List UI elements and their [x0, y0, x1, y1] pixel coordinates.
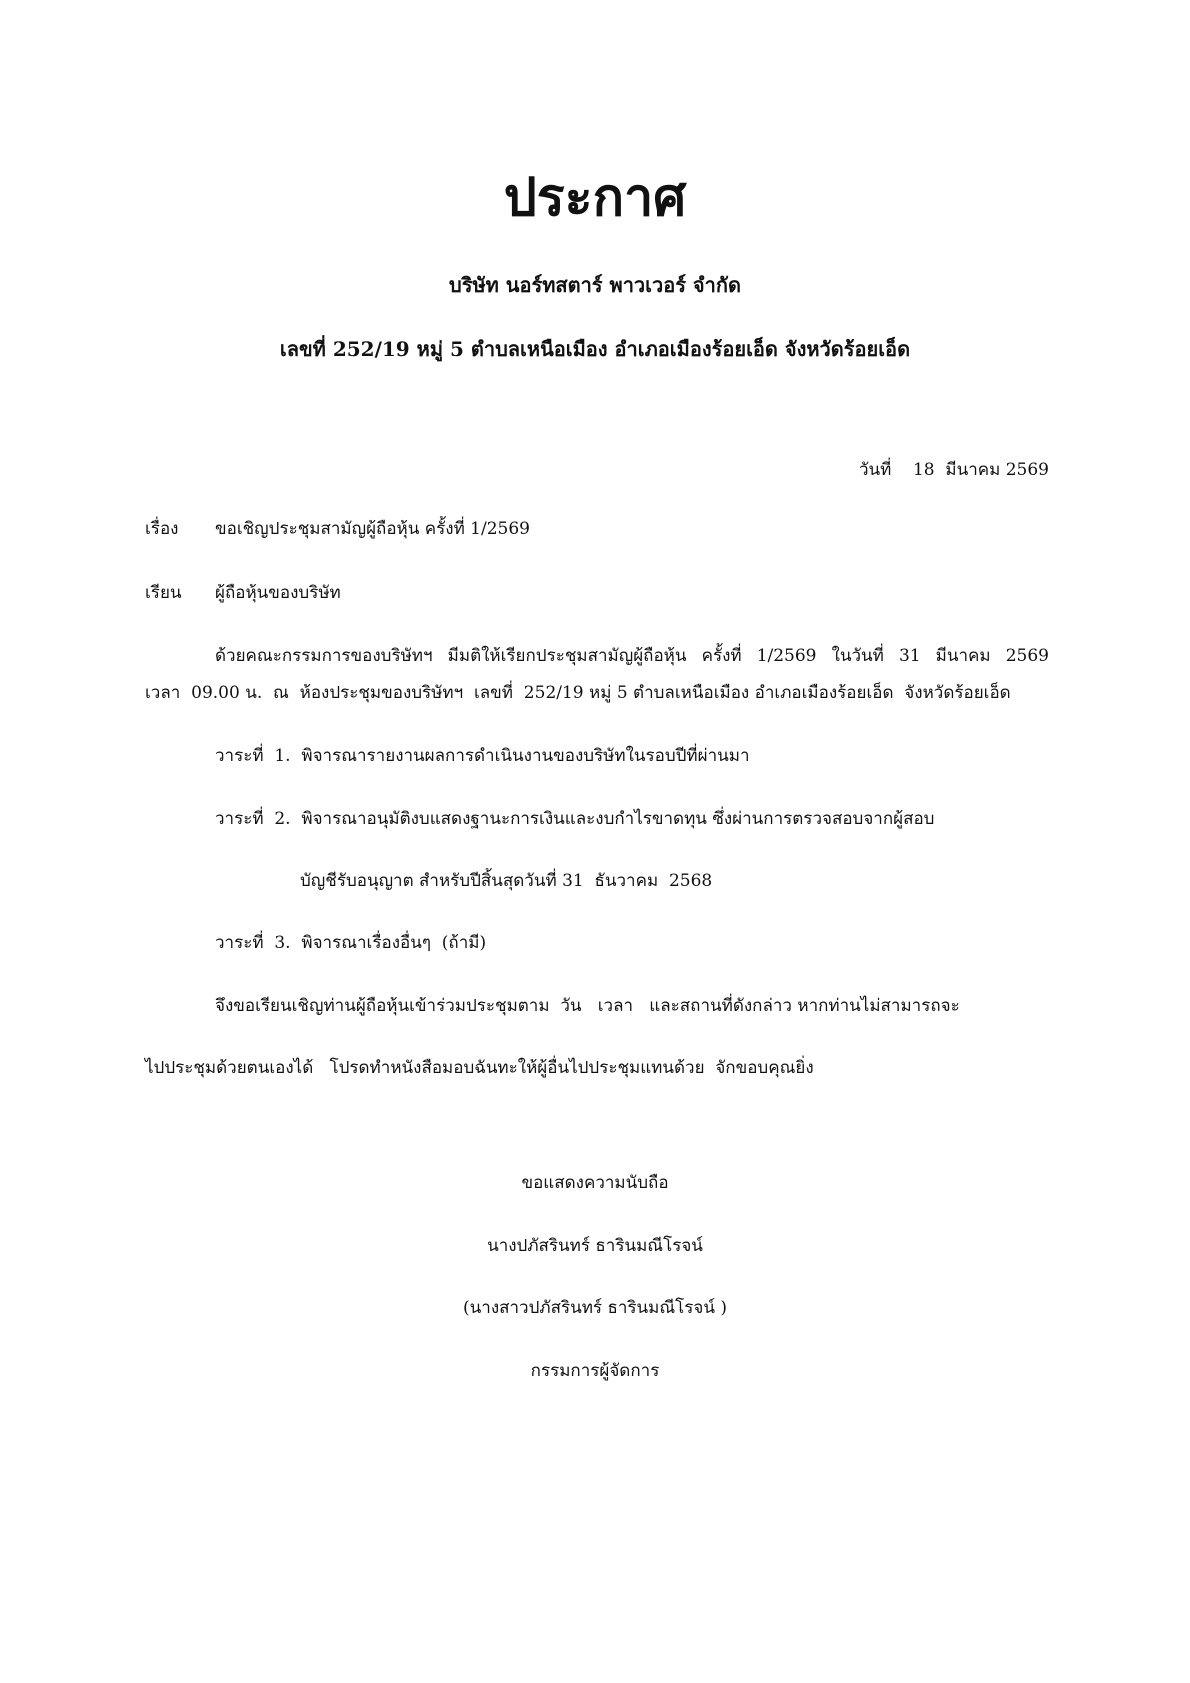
- intro-word: 31: [898, 646, 921, 666]
- signature-regards: ขอแสดงความนับถือ: [521, 1173, 669, 1193]
- document-date: วันที่ 18 มีนาคม 2569: [858, 460, 1049, 480]
- signature-position: กรรมการผู้จัดการ: [530, 1361, 660, 1381]
- signature-full-name: (นางสาวปภัสรินทร์ ธารินมณีโรจน์ ): [463, 1298, 727, 1318]
- intro-line-1: [215, 648, 1049, 665]
- agenda-item-2: วาระที่ 2. พิจารณาอนุมัติงบแสดงฐานะการเงินและงบกำไรขาดทุน ซึ่งผ่านการตรวจสอบจากผู้สอบ: [215, 809, 935, 829]
- agenda-item-3: วาระที่ 3. พิจารณาเรื่องอื่นๆ (ถ้ามี): [215, 933, 487, 953]
- agenda-item-2-continuation: บัญชีรับอนุญาต สำหรับปีสิ้นสุดวันที่ 31 ธันวาคม 2568: [300, 871, 713, 891]
- intro-word: ครั้งที่: [701, 646, 742, 666]
- intro-line-2: เวลา 09.00 น. ณ ห้องประชุมของบริษัทฯ เลขที่ 252/19 หมู่ 5 ตำบลเหนือเมือง อำเภอเมืองร้อยเอ็ด จังหวัดร้อยเอ็ด: [145, 683, 1011, 703]
- intro-word: มีนาคม: [935, 646, 991, 666]
- intro-word: มีมติให้เรียกประชุมสามัญผู้ถือหุ้น: [447, 646, 687, 666]
- subject-text: ขอเชิญประชุมสามัญผู้ถือหุ้น ครั้งที่ 1/2569: [215, 519, 530, 539]
- intro-word: ด้วยคณะกรรมการของบริษัทฯ: [215, 646, 433, 666]
- signature-name: นางปภัสรินทร์ ธารินมณีโรจน์: [487, 1236, 703, 1256]
- intro-word: 2569: [1005, 646, 1049, 666]
- company-address: เลขที่ 252/19 หมู่ 5 ตำบลเหนือเมือง อำเภอเมืองร้อยเอ็ด จังหวัดร้อยเอ็ด: [279, 337, 911, 361]
- closing-line-2: ไปประชุมด้วยตนเองได้ โปรดทำหนังสือมอบฉันทะให้ผู้อื่นไปประชุมแทนด้วย จักขอบคุณยิ่ง: [145, 1058, 814, 1078]
- closing-line-1: จึงขอเรียนเชิญท่านผู้ถือหุ้นเข้าร่วมประชุมตาม วัน เวลา และสถานที่ดังกล่าว หากท่านไม่สามารถจะ: [215, 996, 960, 1016]
- subject-label: เรื่อง: [145, 519, 179, 539]
- company-name: บริษัท นอร์ทสตาร์ พาวเวอร์ จำกัด: [449, 273, 741, 297]
- agenda-item-1: วาระที่ 1. พิจารณารายงานผลการดำเนินงานของบริษัทในรอบปีที่ผ่านมา: [215, 746, 750, 766]
- recipient-text: ผู้ถือหุ้นของบริษัท: [215, 583, 341, 603]
- intro-word: 1/2569: [756, 646, 817, 666]
- page-title: ประกาศ: [503, 167, 687, 228]
- recipient-label: เรียน: [145, 583, 182, 603]
- intro-word: ในวันที่: [831, 646, 884, 666]
